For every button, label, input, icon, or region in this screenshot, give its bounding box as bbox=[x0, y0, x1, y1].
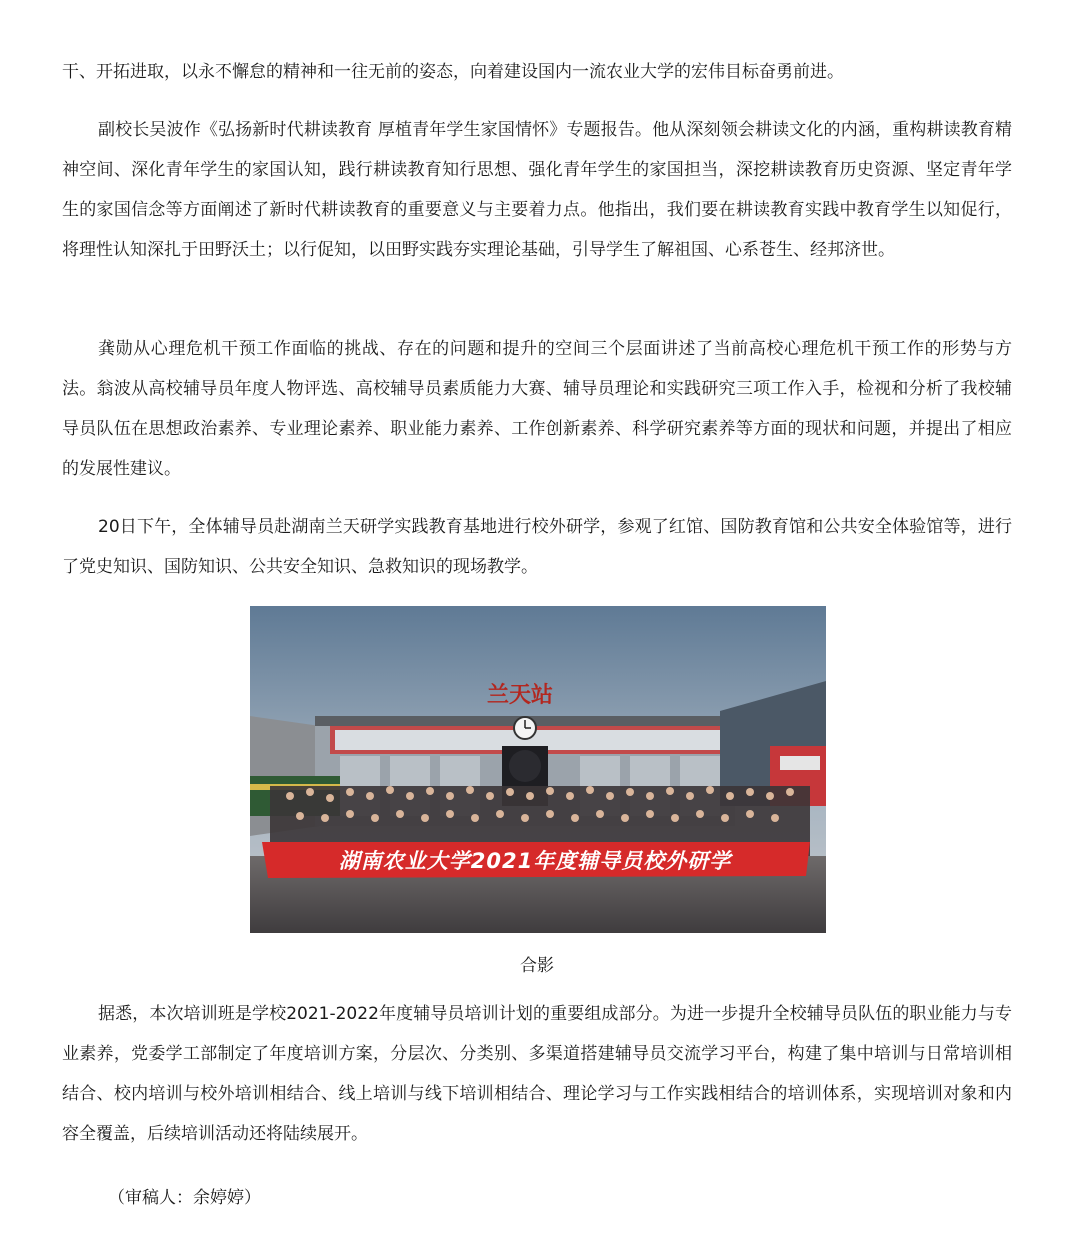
paragraph-continued: 干、开拓进取，以永不懈怠的精神和一往无前的姿态，向着建设国内一流农业大学的宏伟目标奋勇前进。 bbox=[62, 62, 844, 82]
paragraph-training-plan: 据悉，本次培训班是学校2021-2022年度辅导员培训计划的重要组成部分。为进一步提升全校辅导员队伍的职业能力与专业素养，党委学工部制定了年度培训方案，分层次、分类别、多渠道搭建辅导员交流学习平台，构建了集中培训与日常培训相结合、校内培训与校外培训相结合、线上培训与线下培训相结合、理论学习与工作实践相结合的培训体系，实现培训对象和内容全覆盖，后续培训活动还将陆续展开。 bbox=[62, 1004, 1012, 1144]
group-photo bbox=[250, 606, 826, 933]
paragraph-vice-president-report: 副校长吴波作《弘扬新时代耕读教育 厚植青年学生家国情怀》专题报告。他从深刻领会耕读文化的内涵，重构耕读教育精神空间、深化青年学生的家国认知，践行耕读教育知行思想、强化青年学生的家国担当，深挖耕读教育历史资源、坚定青年学生的家国信念等方面阐述了新时代耕读教育的重要意义与主要着力点。他指出，我们要在耕读教育实践中教育学生以知促行，将理性认知深扎于田野沃土；以行促知，以田野实践夯实理论基础，引导学生了解祖国、心系苍生、经邦济世。 bbox=[62, 120, 1012, 260]
photo-caption: 合影 bbox=[520, 956, 554, 976]
banner-text: 湖南农业大学2021年度辅导员校外研学 bbox=[338, 849, 732, 873]
reviewer-note: （审稿人：余婷婷） bbox=[108, 1188, 261, 1208]
paragraph-psychology-counselor: 龚勋从心理危机干预工作面临的挑战、存在的问题和提升的空间三个层面讲述了当前高校心理危机干预工作的形势与方法。翁波从高校辅导员年度人物评选、高校辅导员素质能力大赛、辅导员理论和实践研究三项工作入手，检视和分析了我校辅导员队伍在思想政治素养、专业理论素养、职业能力素养、工作创新素养、科学研究素养等方面的现状和问题，并提出了相应的发展性建议。 bbox=[62, 339, 1012, 479]
paragraph-field-study: 20日下午，全体辅导员赴湖南兰天研学实践教育基地进行校外研学，参观了红馆、国防教育馆和公共安全体验馆等，进行了党史知识、国防知识、公共安全知识、急救知识的现场教学。 bbox=[62, 517, 1012, 577]
station-sign: 兰天站 bbox=[486, 682, 554, 708]
